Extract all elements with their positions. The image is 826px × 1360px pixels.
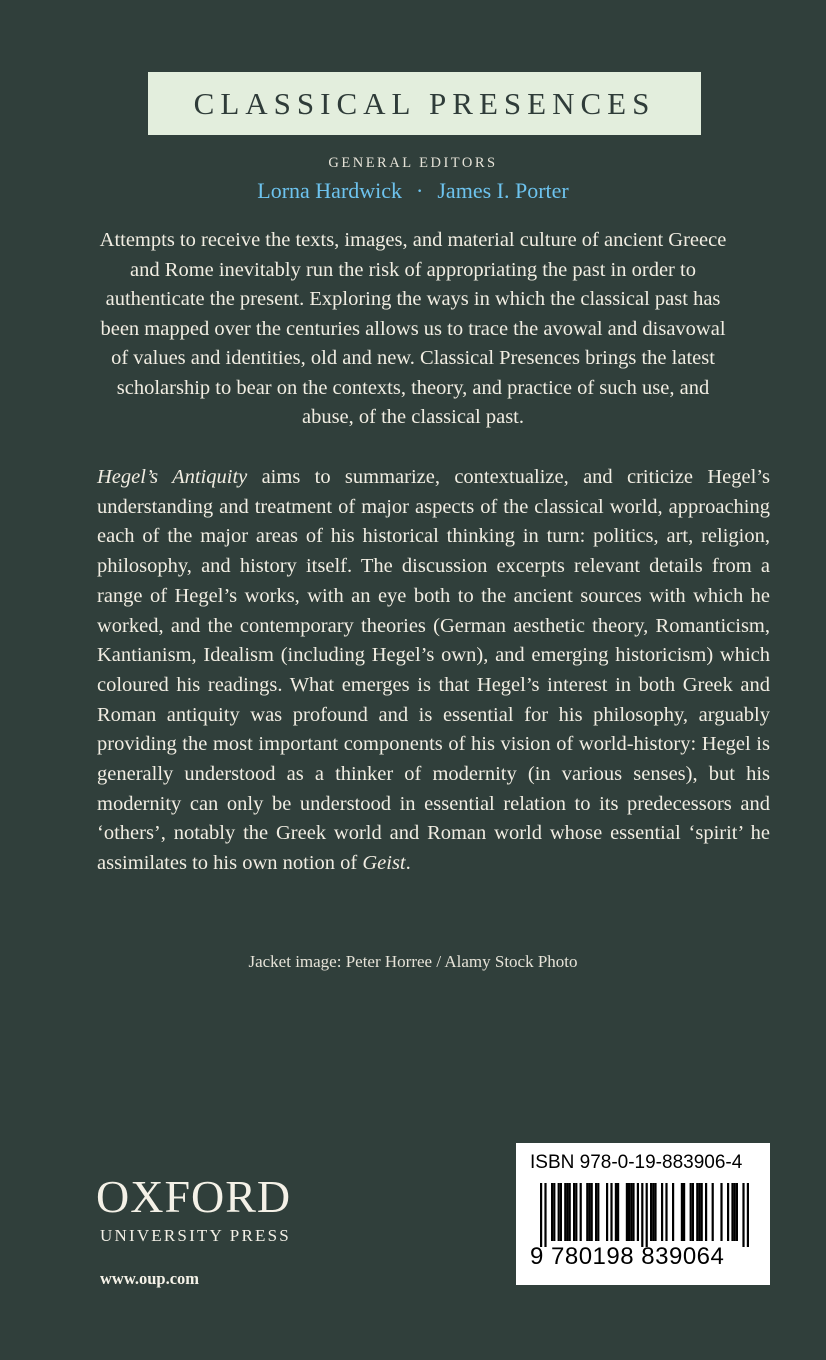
barcode-bar [566, 1183, 568, 1241]
barcode-bar [672, 1183, 674, 1241]
barcode-bar [731, 1183, 733, 1241]
barcode-bar [626, 1183, 628, 1241]
barcode-bar [690, 1183, 692, 1241]
barcode-bar [560, 1183, 562, 1241]
barcode-bar [553, 1183, 555, 1241]
barcode-bar [696, 1183, 698, 1241]
barcode-bar [540, 1183, 542, 1247]
barcode-bar [615, 1183, 617, 1241]
barcode-bar [575, 1183, 577, 1241]
barcode-bar [617, 1183, 619, 1241]
isbn-label: ISBN 978-0-19-883906-4 [530, 1152, 743, 1173]
barcode-bar [586, 1183, 588, 1241]
barcode-bar [573, 1183, 575, 1241]
barcode-bar [705, 1183, 707, 1241]
barcode-bar [712, 1183, 714, 1241]
barcode-bar [727, 1183, 729, 1241]
barcode-bar [736, 1183, 738, 1241]
book-description [97, 463, 770, 879]
barcode-bar [747, 1183, 749, 1247]
barcode-bar [650, 1183, 652, 1241]
barcode-bar [681, 1183, 683, 1241]
barcode-bar [606, 1183, 608, 1241]
barcode-bar [646, 1183, 648, 1247]
series-title: CLASSICAL PRESENCES [193, 86, 656, 121]
barcode-bar [597, 1183, 599, 1241]
editor-name: Lorna Hardwick [257, 178, 403, 203]
general-editors-names [0, 178, 826, 204]
barcode-bar [591, 1183, 593, 1241]
book-title: Hegel’s Antiquity [97, 466, 248, 488]
editor-name: James I. Porter [437, 178, 569, 203]
book-description-body: aims to summarize, contextualize, and criticize Hegel’s understanding and treatment of major aspects of the classical world, approaching each of the major areas of his historical thinking in turn: politics, art, religion, philosophy, and history itself. The discussion excerpts relevant details from a range of Hegel’s works, with an eye both to the ancient sources with which he worked, and the contemporary theories (German aesthetic theory, Romanticism, Kantianism, Idealism (including Hegel’s own), and emerging historicism) which coloured his readings. What emerges is that Hegel’s interest in both Greek and Roman antiquity was profound and is essential for his philosophy, arguably providing the most important components of his vision of world-history: Hegel is generally understood as a thinker of modernity (in various senses), but his modernity can only be understood in essential relation to its predecessors and ‘others’, notably the Greek world and Roman world whose essential ‘spirit’ he assimilates to his own notion of [97, 466, 770, 875]
barcode-bar [683, 1183, 685, 1241]
barcode-bar [569, 1183, 571, 1241]
barcode-bar [641, 1183, 643, 1247]
barcode-bar [610, 1183, 612, 1241]
barcode-bar [637, 1183, 639, 1241]
publisher-logo-name: OXFORD [96, 1171, 292, 1222]
barcode-bar [742, 1183, 744, 1247]
isbn-barcode [516, 1143, 770, 1285]
publisher-website[interactable]: www.oup.com [100, 1269, 200, 1288]
barcode-bar [665, 1183, 667, 1241]
barcode-bar [630, 1183, 632, 1241]
book-description-end: . [405, 852, 411, 875]
barcode-bar [544, 1183, 546, 1247]
barcode-bar [580, 1183, 582, 1241]
barcode-bar [652, 1183, 654, 1241]
jacket-image-credit: Jacket image: Peter Horree / Alamy Stock Photo [248, 952, 578, 971]
general-editors-label: GENERAL EDITORS [328, 155, 498, 171]
barcode-bar [654, 1183, 656, 1241]
barcode-bar [595, 1183, 597, 1241]
barcode-bar [692, 1183, 694, 1241]
barcode-bar [588, 1183, 590, 1241]
geist-term: Geist [362, 852, 406, 875]
barcode-bar [701, 1183, 703, 1241]
barcode-bar [564, 1183, 566, 1241]
barcode-bar [734, 1183, 736, 1241]
barcode-bar [628, 1183, 630, 1241]
editor-separator: · [416, 178, 424, 203]
barcode-bar [558, 1183, 560, 1241]
barcode-bar [551, 1183, 553, 1241]
barcode-digits: 9 780198 839064 [530, 1243, 725, 1270]
barcode-bar [661, 1183, 663, 1241]
barcode-bar [632, 1183, 634, 1241]
series-description: Attempts to receive the texts, images, and material culture of ancient Greece and Rome inevitably run the risk of appropriating the past in order to authenticate the present. Exploring the ways in which the classical past has been mapped over the centuries allows us to trace the avowal and disavowal of values and identities, old and new. Classical Presences brings the latest scholarship to bear on the contexts, theory, and practice of such use, and abuse, of the classical past. [99, 229, 727, 428]
publisher-logo-subtitle: UNIVERSITY PRESS [100, 1226, 291, 1245]
barcode-bar [698, 1183, 700, 1241]
barcode-bar [720, 1183, 722, 1241]
series-banner [148, 72, 701, 135]
